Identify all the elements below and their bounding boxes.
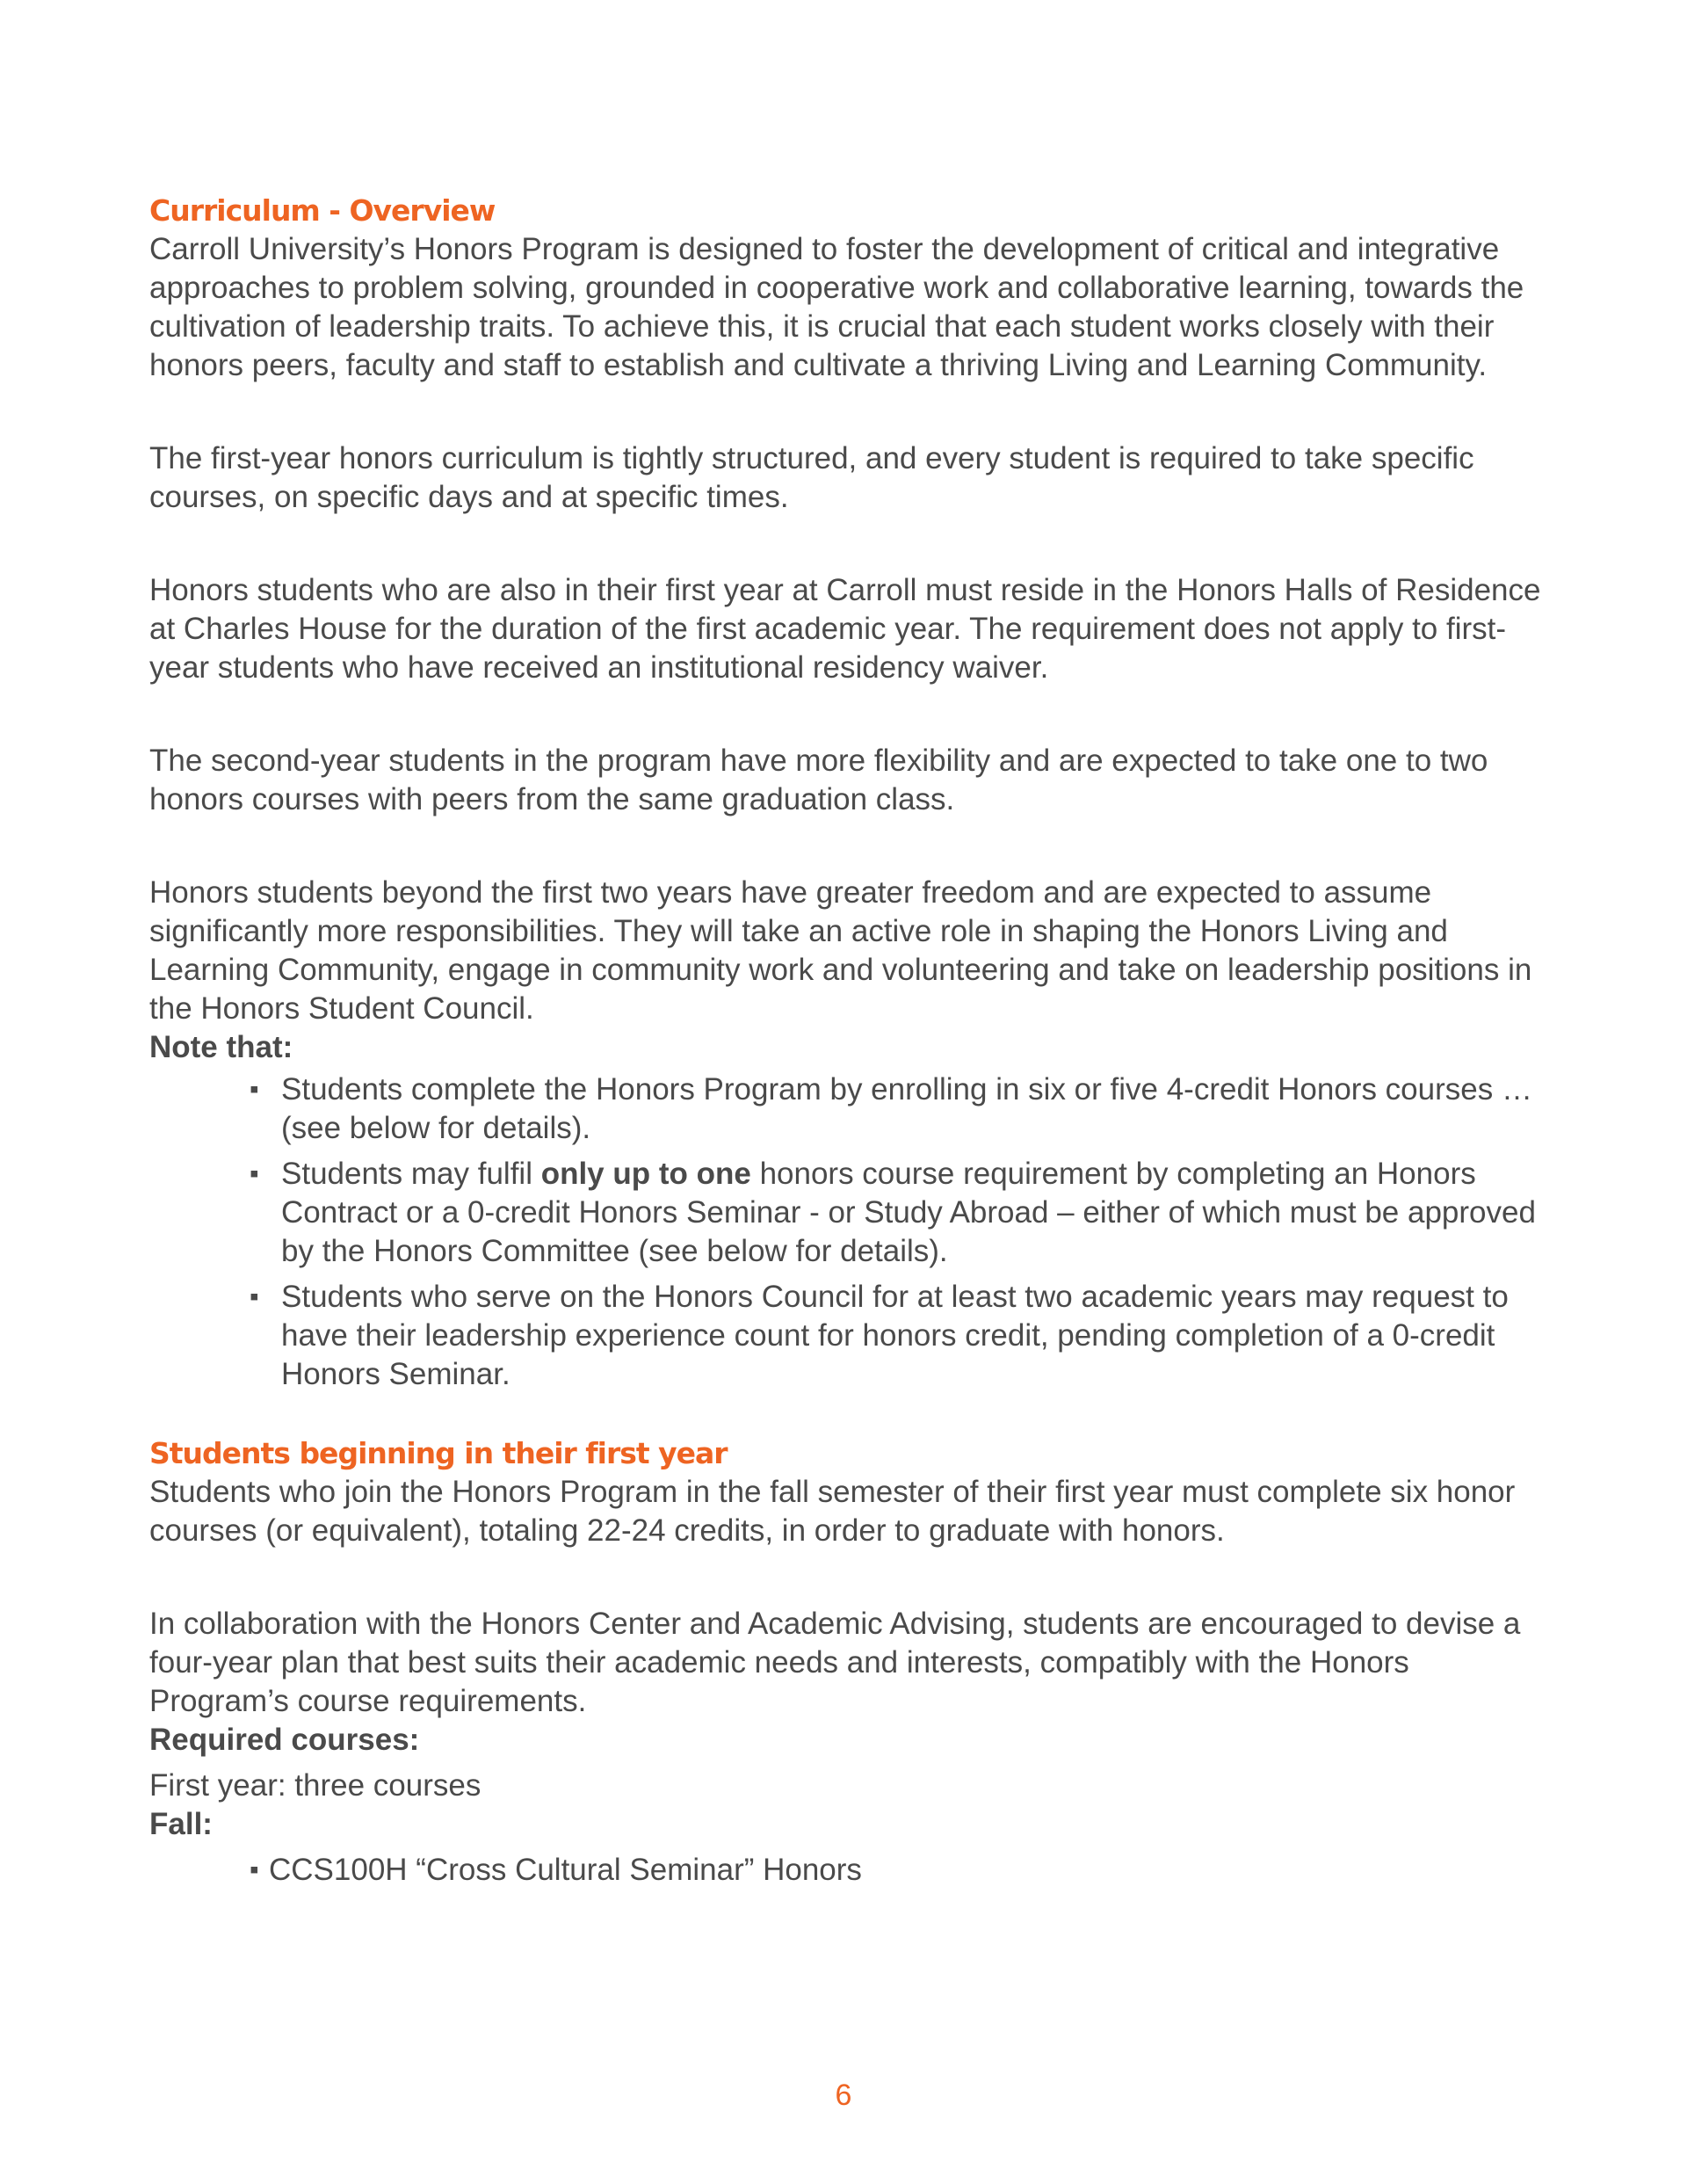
overview-paragraph-3: Honors students who are also in their first year at Carroll must reside in the Honors Halls of Residence at Charles House for the duration of the first academic year. The requirement does not apply to first-year students who have received an institutional residency waiver. [149,573,1541,685]
notes-list [149,1070,1555,1394]
course-text: CCS100H “Cross Cultural Seminar” Honors [269,1853,862,1887]
bullet-icon: ▪ [250,1075,259,1104]
bullet-icon: ▪ [250,1855,259,1884]
note-label: Note that: [149,1030,293,1064]
note-text-start: Students may fulfil [281,1157,541,1191]
first-year-paragraph-2: In collaboration with the Honors Center and Academic Advising, students are encouraged to devise a four-year plan that best suits their academic needs and interests, compatibly with the Honors Program’s course requirements. [149,1607,1521,1718]
note-text-end: honors course requirement by completing an Honors Contract or a 0-credit Honors Seminar - or Study Abroad – either of which must be approved by the Honors Committee (see below for details). [281,1157,1536,1268]
list-item [250,1851,1555,1890]
note-text: Students who serve on the Honors Council for at least two academic years may request to have their leadership experience count for honors credit, pending completion of a 0-credit Honors Seminar. [281,1280,1509,1391]
note-text: Students complete the Honors Program by enrolling in six or five 4-credit Honors courses … (see below for details). [281,1072,1532,1145]
overview-paragraph-5: Honors students beyond the first two years have greater freedom and are expected to assume significantly more responsibilities. They will take an active role in shaping the Honors Living and Learning Community, engage in community work and volunteering and take on leadership positions in the Honors Student Council. [149,875,1532,1026]
list-item [250,1155,1555,1271]
list-item [250,1070,1555,1148]
page-number: 6 [835,2079,852,2112]
bullet-icon: ▪ [250,1282,259,1311]
list-item [250,1278,1555,1394]
required-courses-label: Required courses: [149,1723,420,1757]
overview-paragraph-2: The first-year honors curriculum is tightly structured, and every student is required to take specific courses, on specific days and at specific times. [149,441,1474,514]
overview-paragraph-1: Carroll University’s Honors Program is designed to foster the development of critical and integrative approaches to problem solving, grounded in cooperative work and collaborative learning, towards the cultivation of leadership traits. To achieve this, it is crucial that each student works closely with their honors peers, faculty and staff to establish and cultivate a thriving Living and Learning Community. [149,232,1524,382]
note-emphasis: only up to one [540,1157,751,1191]
bullet-icon: ▪ [250,1159,259,1188]
fall-courses-list [149,1851,1555,1890]
section-heading-overview: Curriculum - Overview [149,193,496,228]
section-heading-first-year: Students beginning in their first year [149,1436,728,1470]
document-page [149,192,1555,1897]
overview-paragraph-4: The second-year students in the program have more flexibility and are expected to take one to two honors courses with peers from the same graduation class. [149,744,1488,816]
fall-label: Fall: [149,1807,213,1841]
first-year-paragraph-1: Students who join the Honors Program in the fall semester of their first year must complete six honor courses (or equivalent), totaling 22-24 credits, in order to graduate with honors. [149,1475,1516,1548]
first-year-courses-line: First year: three courses [149,1768,481,1803]
